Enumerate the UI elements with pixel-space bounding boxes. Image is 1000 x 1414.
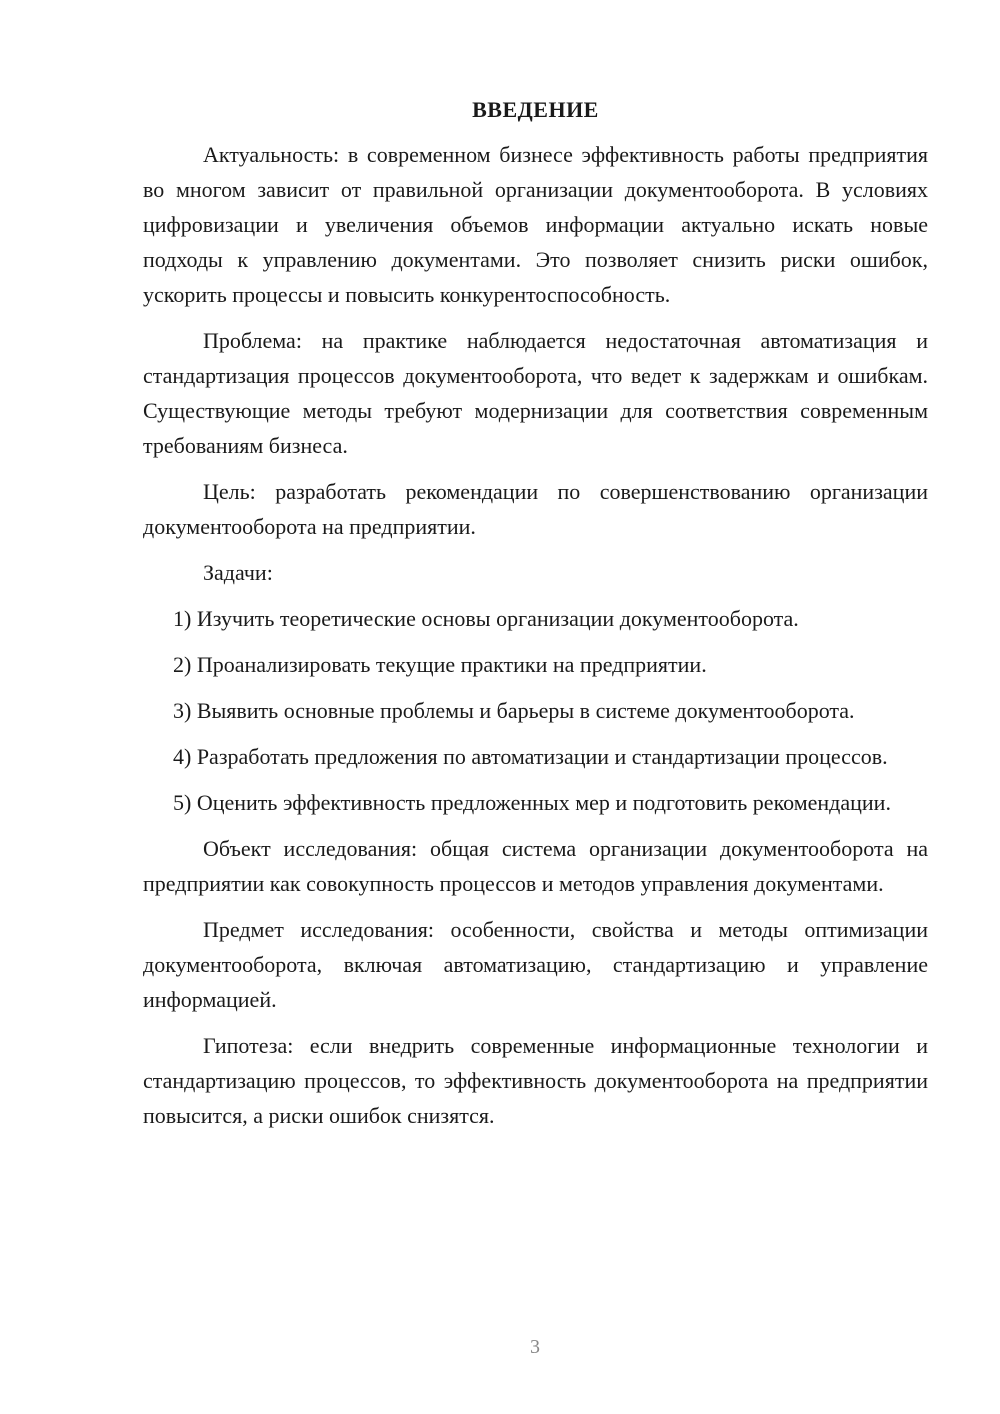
task-item-4: 4) Разработать предложения по автоматизации и стандартизации процессов.: [173, 744, 888, 769]
task-item-1: 1) Изучить теоретические основы организации документооборота.: [173, 606, 799, 631]
task-item-5: 5) Оценить эффективность предложенных мер и подготовить рекомендации.: [173, 790, 891, 815]
section-title: ВВЕДЕНИЕ: [472, 97, 599, 122]
task-item-3: 3) Выявить основные проблемы и барьеры в системе документооборота.: [173, 698, 855, 723]
paragraph-relevance: Актуальность: в современном бизнесе эффективность работы предприятия во многом зависит от правильной организации документооборота. В условиях цифровизации и увеличения объемов информации актуально искать новые подходы к управлению документами. Это позволяет снизить риски ошибок, ускорить процессы и повысить конкурентоспособность.: [143, 142, 928, 307]
paragraph-hypothesis: Гипотеза: если внедрить современные информационные технологии и стандартизацию процессов, то эффективность документооборота на предприятии повысится, а риски ошибок снизятся.: [143, 1033, 928, 1128]
paragraph-object: Объект исследования: общая система организации документооборота на предприятии как совокупность процессов и методов управления документами.: [143, 836, 928, 896]
paragraph-goal: Цель: разработать рекомендации по совершенствованию организации документооборота на предприятии.: [143, 479, 928, 539]
task-item-2: 2) Проанализировать текущие практики на предприятии.: [173, 652, 707, 677]
document-page: [143, 96, 928, 1133]
tasks-heading: Задачи:: [203, 560, 273, 585]
paragraph-subject: Предмет исследования: особенности, свойства и методы оптимизации документооборота, включая автоматизацию, стандартизацию и управление информацией.: [143, 917, 928, 1012]
page-number: 3: [530, 1336, 540, 1358]
paragraph-problem: Проблема: на практике наблюдается недостаточная автоматизация и стандартизация процессов документооборота, что ведет к задержкам и ошибкам. Существующие методы требуют модернизации для соответствия современным требованиям бизнеса.: [143, 328, 928, 458]
